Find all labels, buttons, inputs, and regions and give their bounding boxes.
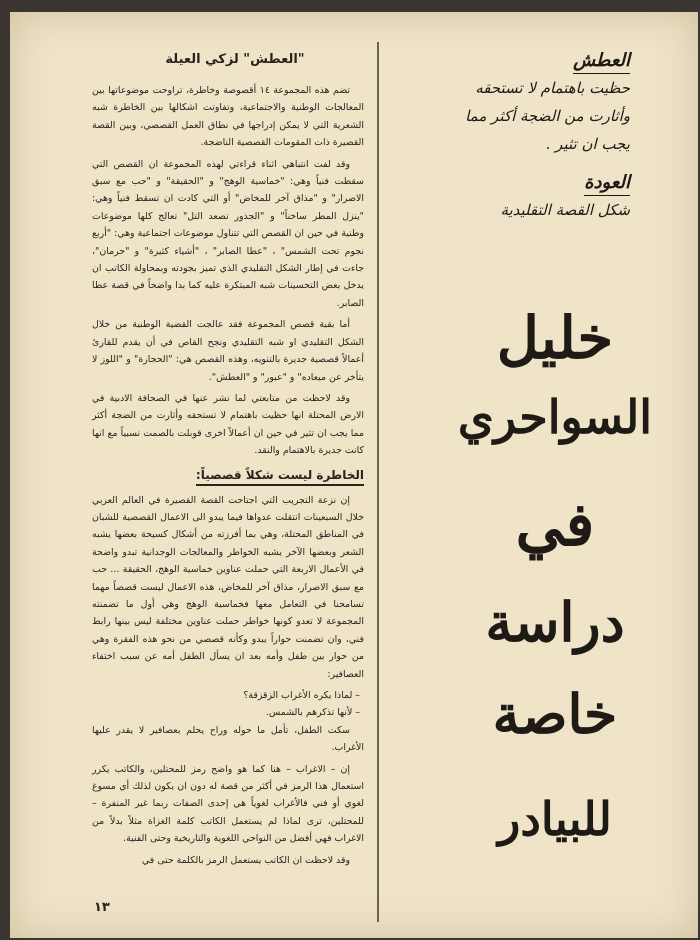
section-subheading: الخاطرة ليست شكلاً قصصياً:	[196, 468, 364, 486]
sidebar-label-return: العودة	[584, 172, 630, 196]
paragraph-3: أما بقية قصص المجموعة فقد عالجت القضية الوطنية من خلال الشكل التقليدي او شبه التقليدي ونجح القاص في أن يقدم للقارئ أعمالاً قصصية جديرة بالتنويه، وهذه القصص هي: "الحجارة" و "اللوز لا يتأخر عن ميعاده" و "عبور" و "العطش".	[92, 319, 364, 383]
magazine-page	[10, 12, 698, 938]
column-divider	[377, 42, 379, 922]
article-column	[92, 82, 364, 873]
headline-line-6: للبيادر	[498, 792, 612, 846]
paragraph-2: وقد لفت انتباهي اثناء قراءتي لهذه المجموعة ان القصص التي سقطت فنياً وهي: "خماسية الوهج" و "الحقيقة" و "حب مع سبق الاصرار" و "مذاق آخر للمخاض" أو التي كادت ان تسقط فنياً وهي: "ينزل المطر ساخناً" و "الجذور تصعد التل" تعالج كلها موضوعات وطنية في حين ان القصص التي تتناول موضوعات اجتماعية وهي: "أربع نجوم تحت الشمس" ، "عطا الصابر" ، "أشياء كثيرة" و "حرمان"، جاءت في إطار الشكل التقليدي الذي تميز بجودته وبمحاولة الكاتب ان يدخل بعض التحسينات شبه المبتكرة عليه كما بدا واضحاً في قصة عطا الصابر.	[92, 158, 364, 309]
sidebar-quote-2	[440, 172, 630, 224]
paragraph-6: سكت الطفل، تأمل ما حوله وراح يحلم بعصافير لا يقدر عليها الأغراب.	[92, 724, 364, 754]
dialogue-line-2: – لأنها تذكرهم بالشمس.	[265, 707, 360, 719]
paragraph-4: وقد لاحظت من متابعتي لما نشر عنها في الصحافة الادبية في الارض المحتلة انها حظيت باهتمام لا تستحقه وأثارت من الضجة أكثر مما يجب ان تثير في حين ان أعمالاً اخرى قوبلت بالصمت نسبياً مع انها كانت جديرة بالاهتمام والنقد.	[92, 392, 364, 457]
sidebar-label-thirst: العطش	[573, 50, 630, 74]
sidebar-quote-1	[440, 50, 630, 158]
headline-line-2: السواحري	[457, 390, 653, 444]
paragraph-1: تضم هذه المجموعة ١٤ أقصوصة وخاطرة، تراوحت موضوعاتها بين المعالجات الوطنية والاجتماعية، وتفاوتت اشكالها بين الخاطرة شبه الشعرية التي لا يمكن إدراجها في نطاق العمل القصصي، وبين القصة القصيرة ذات المقومات القصصية الناضجة.	[92, 85, 364, 149]
sidebar-text-thirst: حظيت باهتمام لا تستحقه وأثارت من الضجة أكثر مما يجب ان تثير .	[465, 79, 630, 153]
headline-line-4: دراسة	[485, 590, 625, 654]
article-title: "العطش" لزكي العيلة	[165, 52, 305, 67]
paragraph-8: وقد لاحظت ان الكاتب يستعمل الرمز بالكلمة حتى في	[141, 854, 350, 866]
page-number: ١٣	[94, 900, 110, 915]
dialogue-line-1: – لماذا يكره الأغراب الزقزقة؟	[243, 690, 360, 701]
headline-line-3: في	[515, 490, 595, 560]
sidebar-text-return: شكل القصة التقليدية	[500, 201, 630, 219]
paragraph-7: إن – الاغراب – هنا كما هو واضح رمز للمحتلين، والكاتب يكرر استعمال هذا الرمز في أكثر من قصة له دون ان يكون لذلك أي مسوغ لغوي أو فني فالأغراب لغوياً هي إحدى الصفات ربما غير المنفرة – للمحتلين، ترى لماذا لم يستعمل الكاتب كلمة الغزاة مثلاً بدلاً من الاغراب فهي أفضل من النواحي اللغوية والتاريخية وحتى الفنية.	[92, 763, 364, 845]
headline-line-1: خليل	[496, 304, 614, 372]
headline-line-5: خاصة	[492, 682, 618, 746]
paragraph-5: إن نزعة التجريب التي اجتاحت القصة القصيرة في العالم العربي خلال السبعينات انتقلت عدواها فيما يبدو الى الاعمال القصصية للشبان في المناطق المحتلة، وهي بما أفرزته من أشكال كسيحة بعضها يشبه الشعر وبعضها الآخر يشبه الخواطر والمعالجات الوجدانية تبدو واضحة في الأعمال الاربعة التي حملت عناوين خماسية الوهج، الحقيقة ... حب مع سبق الاصرار، مذاق آخر للمخاض، هذه الاعمال ليست قصصاً مهما تسامحنا في التعامل معها فخماسية الوهج وهي أول ما تضمنته المجموعة لا تعدو كونها خواطر حملت عناوين مختلفة ليس بينها رابط فني، وان تضمنت حواراً يبدو وكأنه قصصي من نحو هذه الفقرة وهي من حوار بين طفل وأمه بعد ان يسأل الطفل أمه عن سبب اختفاء العصافير:	[92, 494, 364, 680]
